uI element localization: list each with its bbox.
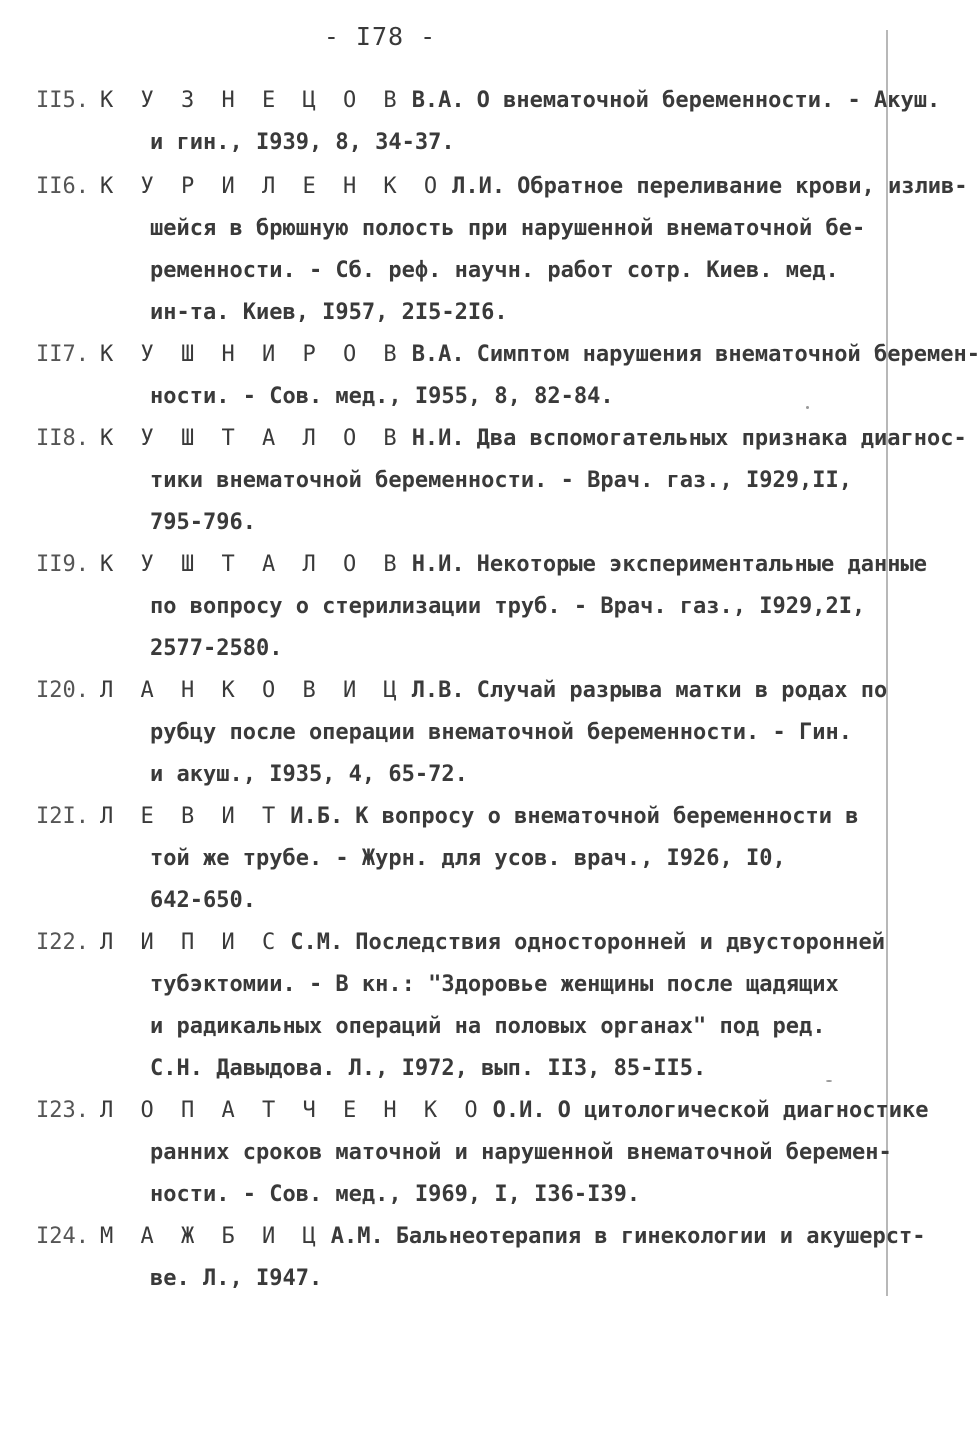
entry-line: ности. - Сов. мед., I955, 8, 82-84. xyxy=(150,384,614,409)
entry-author: Л Е В И Т xyxy=(100,804,283,829)
entry-line: Последствия односторонней и двусторонней xyxy=(355,930,886,955)
bibliography-entry-115 xyxy=(36,80,941,164)
entry-line: Обратное переливание крови, излив- xyxy=(517,174,968,199)
entry-line: Два вспомогательных признака диагнос- xyxy=(476,426,967,451)
entry-author: К У Ш Н И Р О В xyxy=(100,342,404,367)
entry-initials: С.М. xyxy=(290,930,344,955)
entry-line: Симптом нарушения внематочной беремен- xyxy=(476,342,980,367)
entry-line: и гин., I939, 8, 34-37. xyxy=(150,130,455,155)
entry-number: I2I. xyxy=(36,804,89,829)
entry-initials: Л.В. xyxy=(411,678,465,703)
entry-line: Случай разрыва матки в родах по xyxy=(476,678,888,703)
bibliography-entry-119 xyxy=(36,544,928,670)
entry-line: той же трубе. - Журн. для усов. врач., I926, I0, xyxy=(150,846,786,871)
entry-number: I22. xyxy=(36,930,89,955)
entry-author: К У Р И Л Е Н К О xyxy=(100,174,445,199)
entry-line: ранних сроков маточной и нарушенной внематочной беремен- xyxy=(150,1140,892,1165)
entry-number: II7. xyxy=(36,342,89,367)
entry-line: Некоторые экспериментальные данные xyxy=(476,552,928,577)
entry-author: М А Ж Б И Ц xyxy=(100,1224,323,1249)
bibliography-entry-120 xyxy=(36,670,888,796)
entry-initials: Н.И. xyxy=(411,552,465,577)
entry-number: II9. xyxy=(36,552,89,577)
entry-number: II8. xyxy=(36,426,89,451)
entry-number: II5. xyxy=(36,88,89,113)
entry-number: I20. xyxy=(36,678,89,703)
entry-author: К У Ш Т А Л О В xyxy=(100,426,404,451)
bibliography-entry-116 xyxy=(36,166,968,334)
entry-line: 795-796. xyxy=(150,510,256,535)
entry-number: I24. xyxy=(36,1224,89,1249)
entry-line: ве. Л., I947. xyxy=(150,1266,323,1291)
scan-speck xyxy=(806,406,809,409)
page-number: - I78 - xyxy=(323,22,437,51)
entry-line: 642-650. xyxy=(150,888,256,913)
entry-author: К У Ш Т А Л О В xyxy=(100,552,404,577)
entry-line: тики внематочной беременности. - Врач. газ., I929,II, xyxy=(150,468,852,493)
entry-initials: О.И. xyxy=(492,1098,546,1123)
entry-line: К вопросу о внематочной беременности в xyxy=(355,804,859,829)
entry-line: по вопросу о стерилизации труб. - Врач. газ., I929,2I, xyxy=(150,594,866,619)
bibliography-entry-117 xyxy=(36,334,980,418)
entry-initials: И.Б. xyxy=(290,804,344,829)
bibliography-entry-122 xyxy=(36,922,886,1090)
entry-author: Л О П А Т Ч Е Н К О xyxy=(100,1098,485,1123)
entry-author: Л А Н К О В И Ц xyxy=(100,678,404,703)
entry-line: 2577-2580. xyxy=(150,636,283,661)
entry-line: рубцу после операции внематочной беременности. - Гин. xyxy=(150,720,852,745)
entry-line: О внематочной беременности. - Акуш. xyxy=(476,88,941,113)
scan-speck xyxy=(826,1080,832,1082)
entry-initials: Н.И. xyxy=(411,426,465,451)
entry-initials: А.М. xyxy=(330,1224,384,1249)
entry-author: Л И П И С xyxy=(100,930,283,955)
entry-line: шейся в брюшную полость при нарушенной внематочной бе- xyxy=(150,216,866,241)
bibliography-entry-121 xyxy=(36,796,876,922)
entry-number: II6. xyxy=(36,174,89,199)
bibliography-entry-124 xyxy=(36,1216,926,1300)
entry-line: ин-та. Киев, I957, 2I5-2I6. xyxy=(150,300,508,325)
entry-line: тубэктомии. - В кн.: "Здоровье женщины после щадящих xyxy=(150,972,839,997)
entry-line: Бальнеотерапия в гинекологии и акушерст- xyxy=(395,1224,926,1249)
entry-line: О цитологической диагностике xyxy=(557,1098,929,1123)
entry-line: ности. - Сов. мед., I969, I, I36-I39. xyxy=(150,1182,641,1207)
entry-line: С.Н. Давыдова. Л., I972, вып. II3, 85-II5. xyxy=(150,1056,707,1081)
entry-line: и радикальных операций на половых органах" под ред. xyxy=(150,1014,826,1039)
bibliography-entry-118 xyxy=(36,418,967,544)
entry-initials: Л.И. xyxy=(452,174,506,199)
entry-initials: В.А. xyxy=(411,88,465,113)
entry-line: ременности. - Сб. реф. научн. работ сотр. Киев. мед. xyxy=(150,258,839,283)
entry-number: I23. xyxy=(36,1098,89,1123)
entry-initials: В.А. xyxy=(411,342,465,367)
entry-author: К У З Н Е Ц О В xyxy=(100,88,404,113)
entry-line: и акуш., I935, 4, 65-72. xyxy=(150,762,468,787)
bibliography-entry-123 xyxy=(36,1090,929,1216)
